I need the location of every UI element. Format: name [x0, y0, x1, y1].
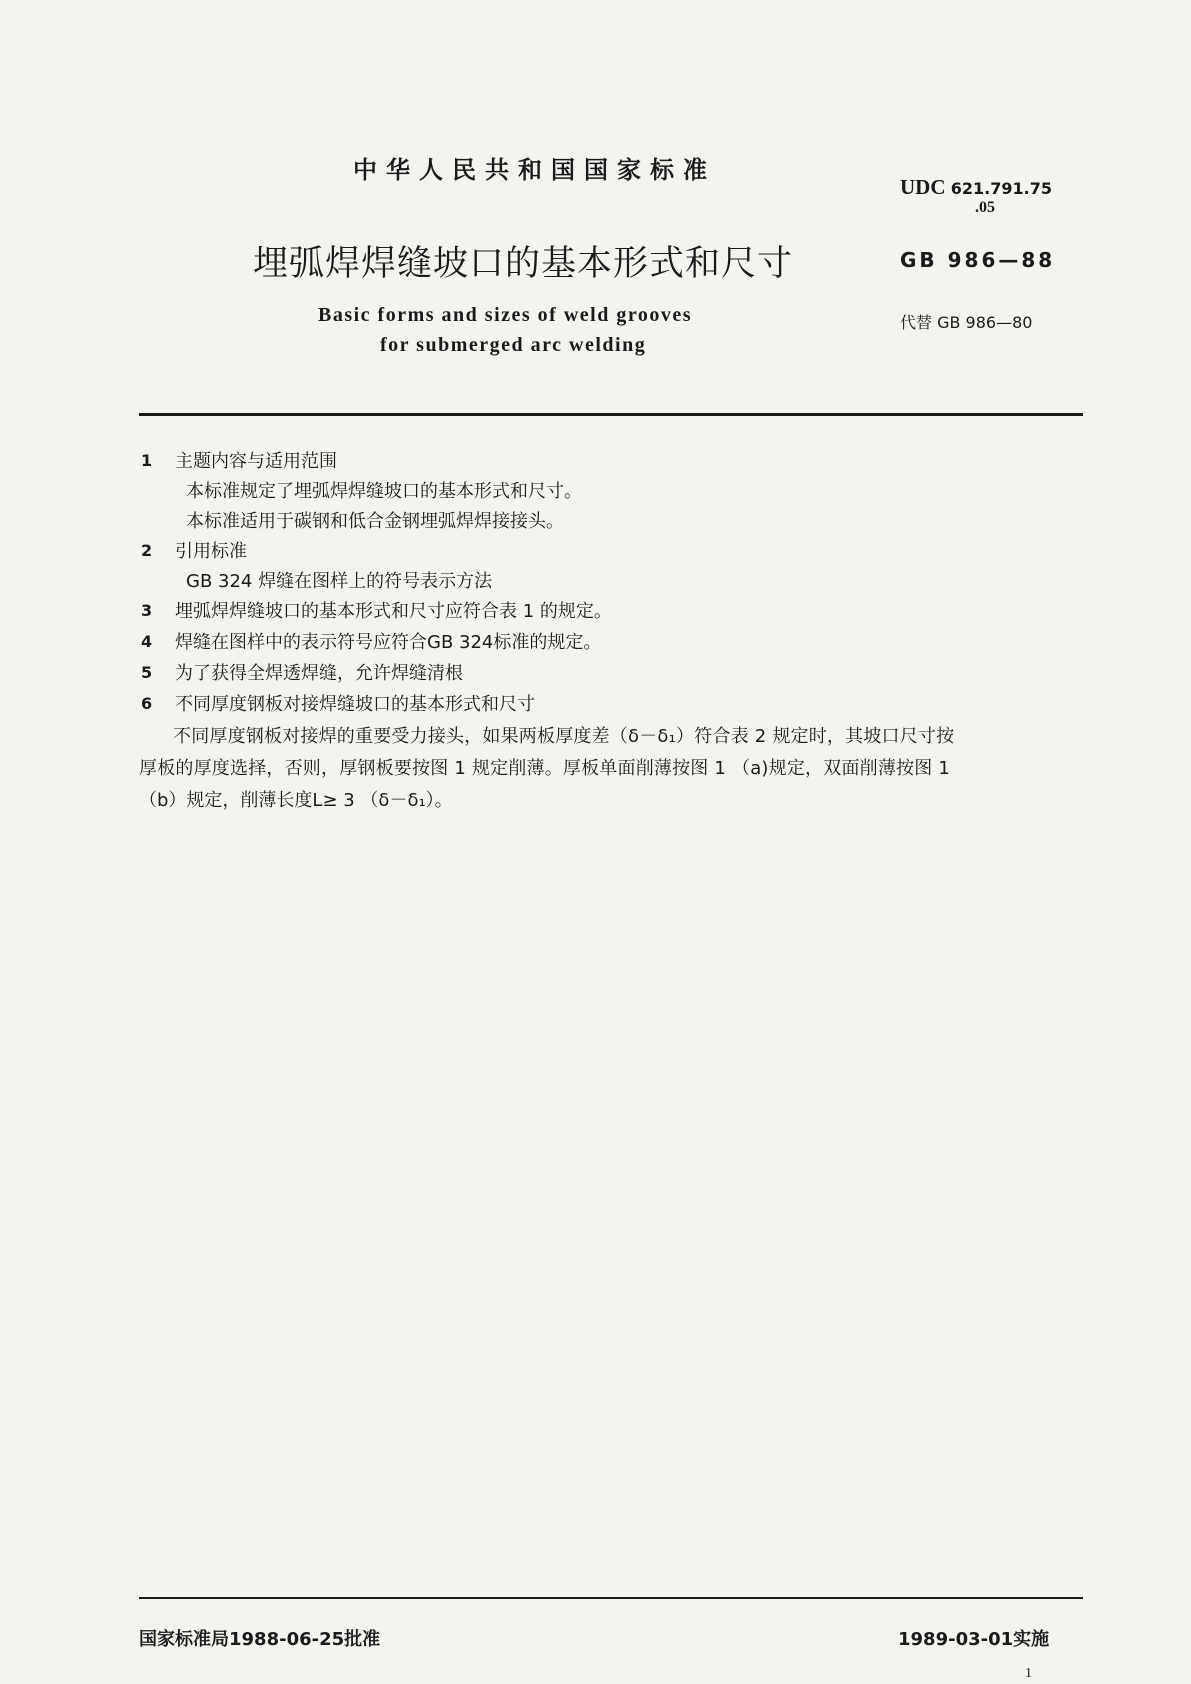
document-title-english-line2: for submerged arc welding	[380, 334, 647, 356]
section-6-paragraph-line1: 不同厚度钢板对接焊的重要受力接头，如果两板厚度差（δ－δ₁）符合表 2 规定时，其坡口尺寸按	[173, 726, 955, 747]
header-divider	[139, 413, 1083, 416]
section-1-paragraph-2: 本标准适用于碳钢和低合金钢埋弧焊焊接接头。	[186, 511, 564, 532]
standard-number: GB 986—88	[900, 248, 1056, 272]
section-number-1: 1	[141, 451, 153, 470]
section-number-6: 6	[141, 694, 153, 713]
section-6-paragraph-line3: （b）规定，削薄长度L≥ 3 （δ－δ₁）。	[139, 790, 453, 811]
section-title-6: 不同厚度钢板对接焊缝坡口的基本形式和尺寸	[175, 694, 535, 715]
udc-classification	[900, 175, 1052, 216]
section-title-5: 为了获得全焊透焊缝，允许焊缝清根	[175, 663, 463, 684]
document-title-chinese: 埋弧焊焊缝坡口的基本形式和尺寸	[253, 244, 794, 284]
udc-label: UDC	[900, 175, 946, 199]
replaced-standard: 代替 GB 986—80	[900, 313, 1033, 332]
section-number-3: 3	[141, 601, 153, 620]
document-title-english-line1: Basic forms and sizes of weld grooves	[318, 304, 692, 326]
section-number-5: 5	[141, 663, 153, 682]
page-number: 1	[1025, 1666, 1032, 1681]
footer-divider	[139, 1597, 1083, 1599]
section-number-4: 4	[141, 632, 153, 651]
section-title-3: 埋弧焊焊缝坡口的基本形式和尺寸应符合表 1 的规定。	[175, 601, 612, 622]
approval-date: 国家标准局1988-06-25批准	[139, 1629, 381, 1650]
section-number-2: 2	[141, 541, 153, 560]
section-1-paragraph-1: 本标准规定了埋弧焊焊缝坡口的基本形式和尺寸。	[186, 481, 582, 502]
referenced-standard: GB 324 焊缝在图样上的符号表示方法	[186, 571, 493, 592]
section-title-1: 主题内容与适用范围	[175, 451, 337, 472]
udc-code: 621.791.75	[950, 179, 1052, 198]
udc-code-continued: .05	[975, 199, 995, 216]
effective-date: 1989-03-01实施	[898, 1629, 1050, 1650]
section-6-paragraph-line2: 厚板的厚度选择，否则，厚钢板要按图 1 规定削薄。厚板单面削薄按图 1 （a)规定，双面削薄按图 1	[139, 758, 951, 779]
section-title-2: 引用标准	[175, 541, 247, 562]
issuing-authority: 中华人民共和国国家标准	[353, 156, 716, 184]
section-title-4: 焊缝在图样中的表示符号应符合GB 324标准的规定。	[175, 632, 602, 653]
